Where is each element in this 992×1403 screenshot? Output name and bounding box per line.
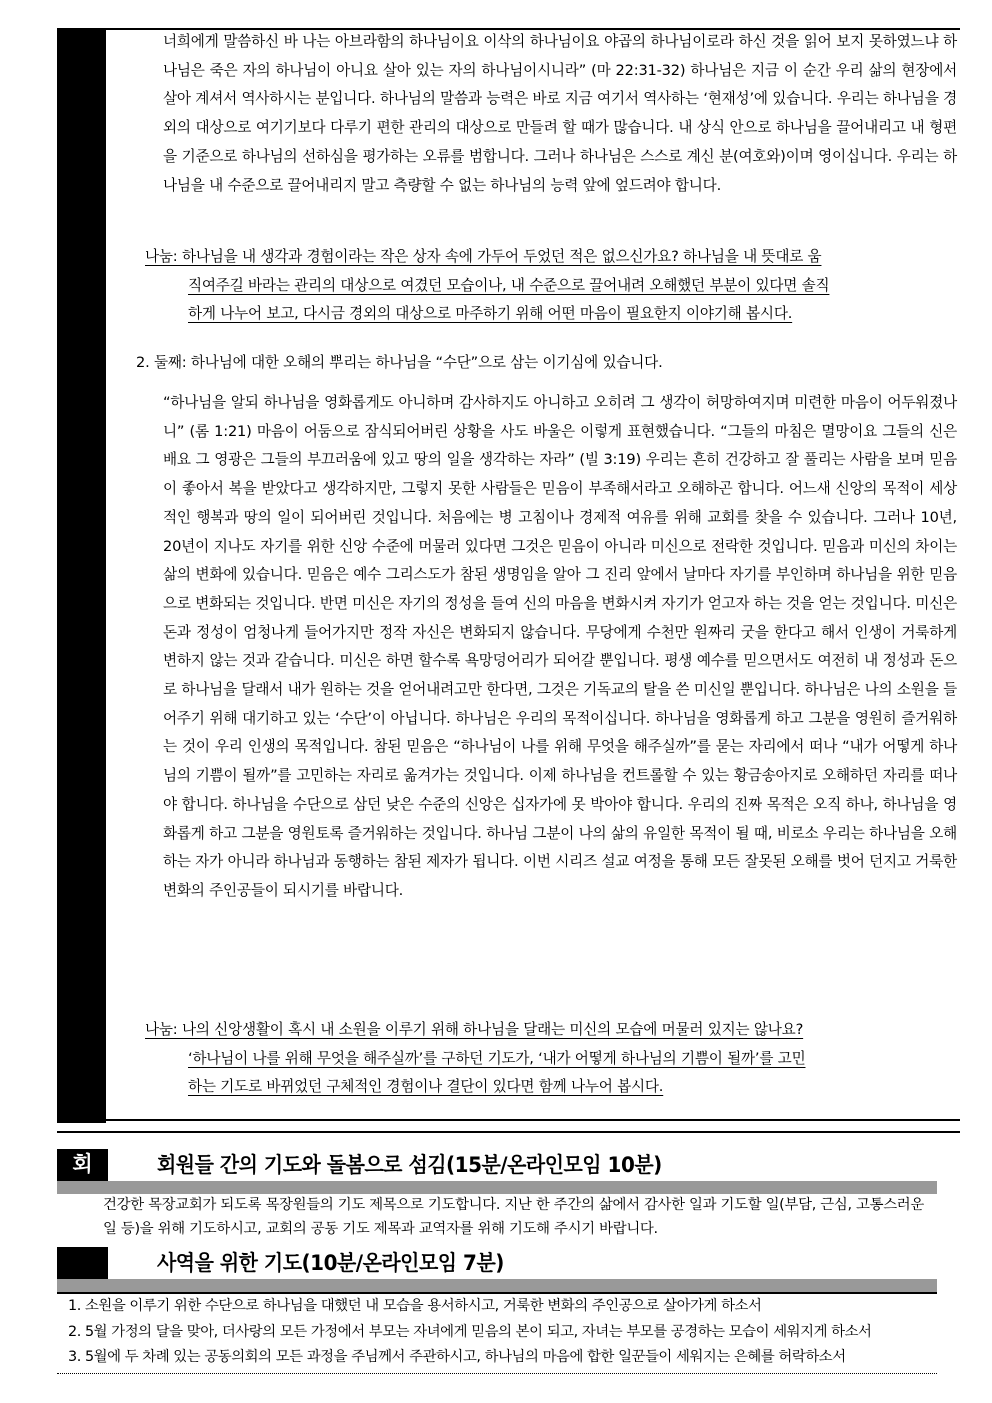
prayer-item-1: 1. 소원을 이루기 위한 수단으로 하나님을 대했던 내 모습을 용서하시고, 거룩한 변화의 주인공으로 살아가게 하소서 xyxy=(68,1298,762,1314)
share-2-line-2: ‘하나님이 나를 위해 무엇을 해주실까’를 구하던 기도가, ‘내가 어떻게 하나님의 기쁨이 될까’를 고민 xyxy=(188,1049,806,1067)
prayer-item-2: 2. 5월 가정의 달을 맞아, 더사랑의 모든 가정에서 부모는 자녀에게 믿음의 본이 되고, 자녀는 부모를 공경하는 모습이 세워지게 하소서 xyxy=(68,1323,872,1340)
share-1-line-3: 하게 나누어 보고, 다시금 경외의 대상으로 마주하기 위해 어떤 마음이 필요한지 이야기해 봅시다. xyxy=(188,305,793,323)
point-2-heading: 2. 둘째: 하나님에 대한 오해의 뿌리는 하나님을 “수단”으로 삼는 이기심에 있습니다. xyxy=(136,354,663,371)
section-care-text: 건강한 목장교회가 되도록 목장원들의 기도 제목으로 기도합니다. 지난 한 주간의 삶에서 감사한 일과 기도할 일(부담, 근심, 고통스러운 일 등)을 위해 기도하시고, 교회의 공동 기도 제목과 교역자를 위해 기도해 주시기 바랍니다. xyxy=(103,1197,925,1237)
section-prayer-title: 사역을 위한 기도(10분/온라인모임 7분) xyxy=(157,1251,504,1275)
share-2-line-3: 하는 기도로 바뀌었던 구체적인 경험이나 결단이 있다면 함께 나누어 봅시다. xyxy=(188,1078,664,1096)
section-prayer-badge xyxy=(57,1247,108,1279)
share-question-2 xyxy=(145,1016,957,1102)
left-black-bar xyxy=(57,28,106,1123)
prayer-item-3: 3. 5월에 두 차례 있는 공동의회의 모든 과정을 주님께서 주관하시고, 하나님의 마음에 합한 일꾼들이 세워지는 은혜를 허락하소서 xyxy=(68,1349,846,1365)
sermon-intro-paragraph: 너희에게 말씀하신 바 나는 아브라함의 하나님이요 이삭의 하나님이요 야곱의 하나님이로라 하신 것을 읽어 보지 못하였느냐 하나님은 죽은 자의 하나님이 아니요 살아 있는 자의 하나님이시니라” (마 22:31-32) 하나님은 지금 이 순간 우리 삶의 현장에서 살아 계셔서 역사하시는 분입니다. 하나님의 말씀과 능력은 바로 지금 여기서 역사하는 ‘현재성’에 있습니다. 우리는 하나님을 경외의 대상으로 여기기보다 다루기 편한 관리의 대상으로 만들려 할 때가 많습니다. 내 상식 안으로 하나님을 끌어내리고 내 형편을 기준으로 하나님의 선하심을 평가하는 오류를 범합니다. 그러나 하나님은 스스로 계신 분(여호와)이며 영이십니다. 우리는 하나님을 내 수준으로 끌어내리지 말고 측량할 수 없는 하나님의 능력 앞에 엎드려야 합니다. xyxy=(163,33,957,194)
prayer-list xyxy=(57,1294,937,1374)
share-question-1 xyxy=(145,243,957,329)
section-prayer-gray-band xyxy=(57,1279,937,1294)
section-care-badge: 회 xyxy=(57,1149,108,1181)
section-care-title: 회원들 간의 기도와 돌봄으로 섬김(15분/온라인모임 10분) xyxy=(157,1153,662,1177)
share-1-line-2: 직여주길 바라는 관리의 대상으로 여겼던 모습이나, 내 수준으로 끌어내려 오해했던 부분이 있다면 솔직 xyxy=(188,276,830,294)
share-2-line-1: 나눔: 나의 신앙생활이 혹시 내 소원을 이루기 위해 하나님을 달래는 미신의 모습에 머물러 있지는 않나요? xyxy=(145,1021,804,1038)
divider-rule xyxy=(57,1131,960,1133)
share-1-line-1: 나눔: 하나님을 내 생각과 경험이라는 작은 상자 속에 가두어 두었던 적은 없으신가요? 하나님을 내 뜻대로 움 xyxy=(145,248,822,265)
point-2-paragraph: “하나님을 알되 하나님을 영화롭게도 아니하며 감사하지도 아니하고 오히려 그 생각이 허망하여지며 미련한 마음이 어두워졌나니” (롬 1:21) 마음이 어둠으로 잠식되어버린 상황을 사도 바울은 이렇게 표현했습니다. “그들의 마침은 멸망이요 그들의 신은 배요 그 영광은 그들의 부끄러움에 있고 땅의 일을 생각하는 자라” (빌 3:19) 우리는 흔히 건강하고 잘 풀리는 사람을 보며 믿음이 좋아서 복을 받았다고 생각하지만, 그렇지 못한 사람들은 믿음이 부족해서라고 오해하곤 합니다. 어느새 신앙의 목적이 세상적인 행복과 땅의 일이 되어버린 것입니다. 처음에는 병 고침이나 경제적 여유를 위해 교회를 찾을 수 있습니다. 그러나 10년, 20년이 지나도 자기를 위한 신앙 수준에 머물러 있다면 그것은 믿음이 아니라 미신으로 전락한 것입니다. 믿음과 미신의 차이는 삶의 변화에 있습니다. 믿음은 예수 그리스도가 참된 생명임을 알아 그 진리 앞에서 날마다 자기를 부인하며 하나님을 위한 믿음으로 변화되는 것입니다. 반면 미신은 자기의 정성을 들여 신의 마음을 변화시켜 자기가 얻고자 하는 것을 얻는 것입니다. 미신은 돈과 정성이 엄청나게 들어가지만 정작 자신은 변화되지 않습니다. 무당에게 수천만 원짜리 굿을 한다고 해서 인생이 거룩하게 변하지 않는 것과 같습니다. 미신은 하면 할수록 욕망덩어리가 되어갈 뿐입니다. 평생 예수를 믿으면서도 여전히 내 정성과 돈으로 하나님을 달래서 내가 원하는 것을 얻어내려고만 한다면, 그것은 기독교의 탈을 쓴 미신일 뿐입니다. 하나님은 나의 소원을 들어주기 위해 대기하고 있는 ‘수단’이 아닙니다. 하나님은 우리의 목적이십니다. 하나님을 영화롭게 하고 그분을 영원히 즐거워하는 것이 우리 인생의 목적입니다. 참된 믿음은 “하나님이 나를 위해 무엇을 해주실까”를 묻는 자리에서 떠나 “내가 어떻게 하나님의 기쁨이 될까”를 고민하는 자리로 옮겨가는 것입니다. 이제 하나님을 컨트롤할 수 있는 황금송아지로 오해하던 자리를 떠나야 합니다. 하나님을 수단으로 삼던 낮은 수준의 신앙은 십자가에 못 박아야 합니다. 우리의 진짜 목적은 오직 하나, 하나님을 영화롭게 하고 그분을 영원토록 즐거워하는 것입니다. 하나님 그분이 나의 삶의 유일한 목적이 될 때, 비로소 우리는 하나님을 오해하는 자가 아니라 하나님과 동행하는 참된 제자가 됩니다. 이번 시리즈 설교 여정을 통해 모든 잘못된 오해를 벗어 던지고 거룩한 변화의 주인공들이 되시기를 바랍니다. xyxy=(163,394,957,899)
